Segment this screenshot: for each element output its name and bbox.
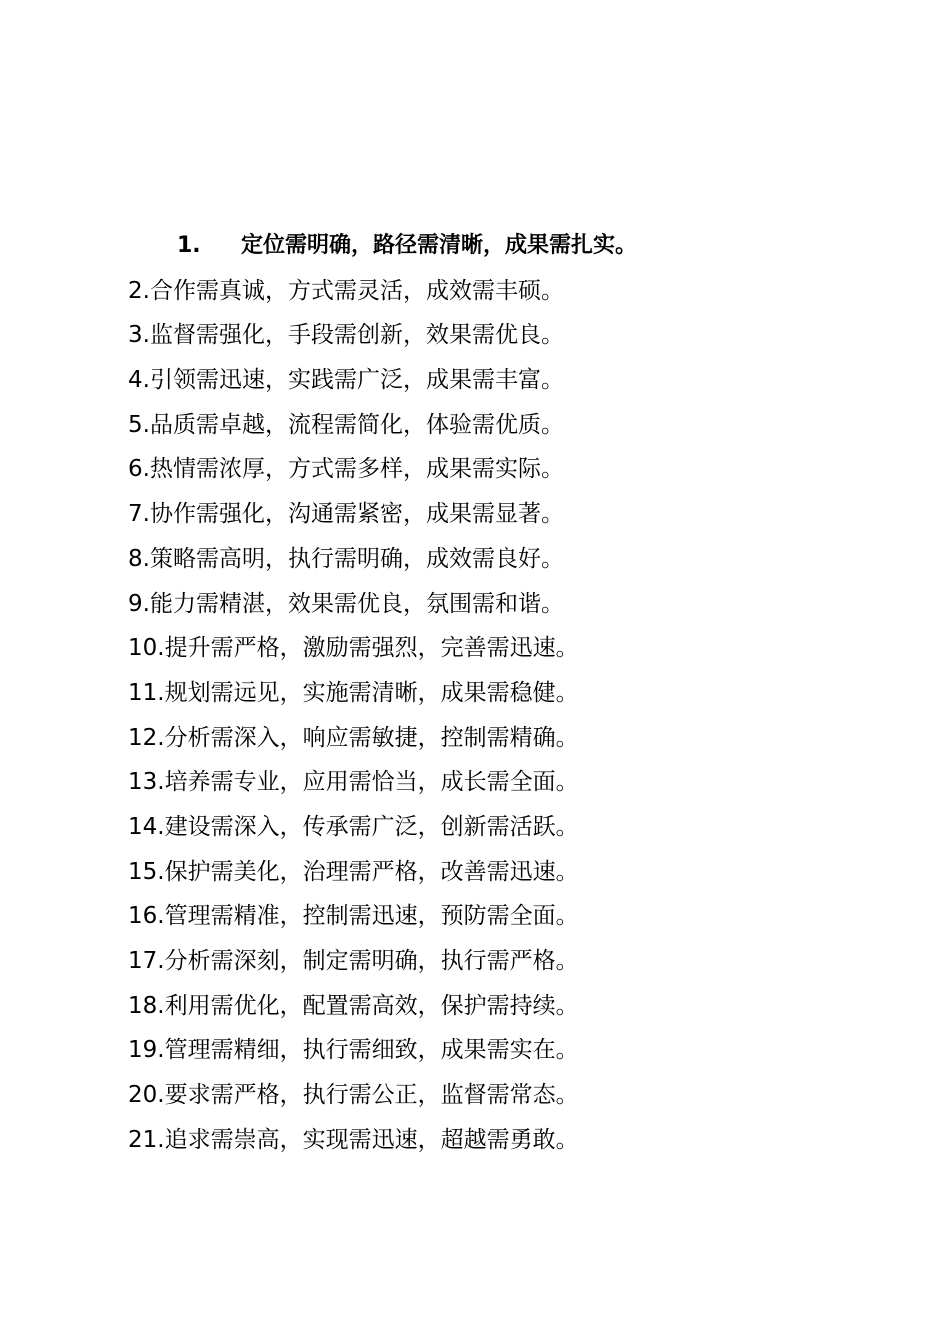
list-item: 7.协作需强化，沟通需紧密，成果需显著。 [128, 501, 564, 528]
list-item: 16.管理需精准，控制需迅速，预防需全面。 [128, 903, 579, 930]
list-item: 4.引领需迅速，实践需广泛，成果需丰富。 [128, 367, 564, 394]
list-item: 17.分析需深刻，制定需明确，执行需严格。 [128, 948, 579, 974]
list-item: 9.能力需精湛，效果需优良，氛围需和谐。 [128, 590, 564, 617]
list-item: 5.品质需卓越，流程需简化，体验需优质。 [128, 411, 564, 438]
list-item: 12.分析需深入，响应需敏捷，控制需精确。 [128, 724, 579, 751]
list-item-text: 定位需明确，路径需清晰，成果需扎实。 [241, 233, 638, 258]
list-item: 21.追求需崇高，实现需迅速，超越需勇敢。 [128, 1126, 579, 1153]
list-item: 3.监督需强化，手段需创新，效果需优良。 [128, 322, 564, 349]
list-item: 13.培养需专业，应用需恰当，成长需全面。 [128, 769, 579, 796]
list-item: 10.提升需严格，激励需强烈，完善需迅速。 [128, 635, 579, 662]
list-item: 8.策略需高明，执行需明确，成效需良好。 [128, 545, 564, 572]
list-item-number: 1. [177, 233, 201, 258]
numbered-list [128, 224, 637, 1162]
list-item: 19.管理需精细，执行需细致，成果需实在。 [128, 1037, 579, 1064]
list-item: 6.热情需浓厚，方式需多样，成果需实际。 [128, 456, 564, 483]
list-item: 18.利用需优化，配置需高效，保护需持续。 [128, 992, 579, 1019]
list-item: 11.规划需远见，实施需清晰，成果需稳健。 [128, 679, 579, 706]
list-item [128, 224, 637, 269]
list-item: 20.要求需严格，执行需公正，监督需常态。 [128, 1082, 579, 1109]
list-item: 15.保护需美化，治理需严格，改善需迅速。 [128, 858, 579, 885]
list-item: 14.建设需深入，传承需广泛，创新需活跃。 [128, 813, 579, 840]
list-item: 2.合作需真诚，方式需灵活，成效需丰硕。 [128, 277, 564, 304]
